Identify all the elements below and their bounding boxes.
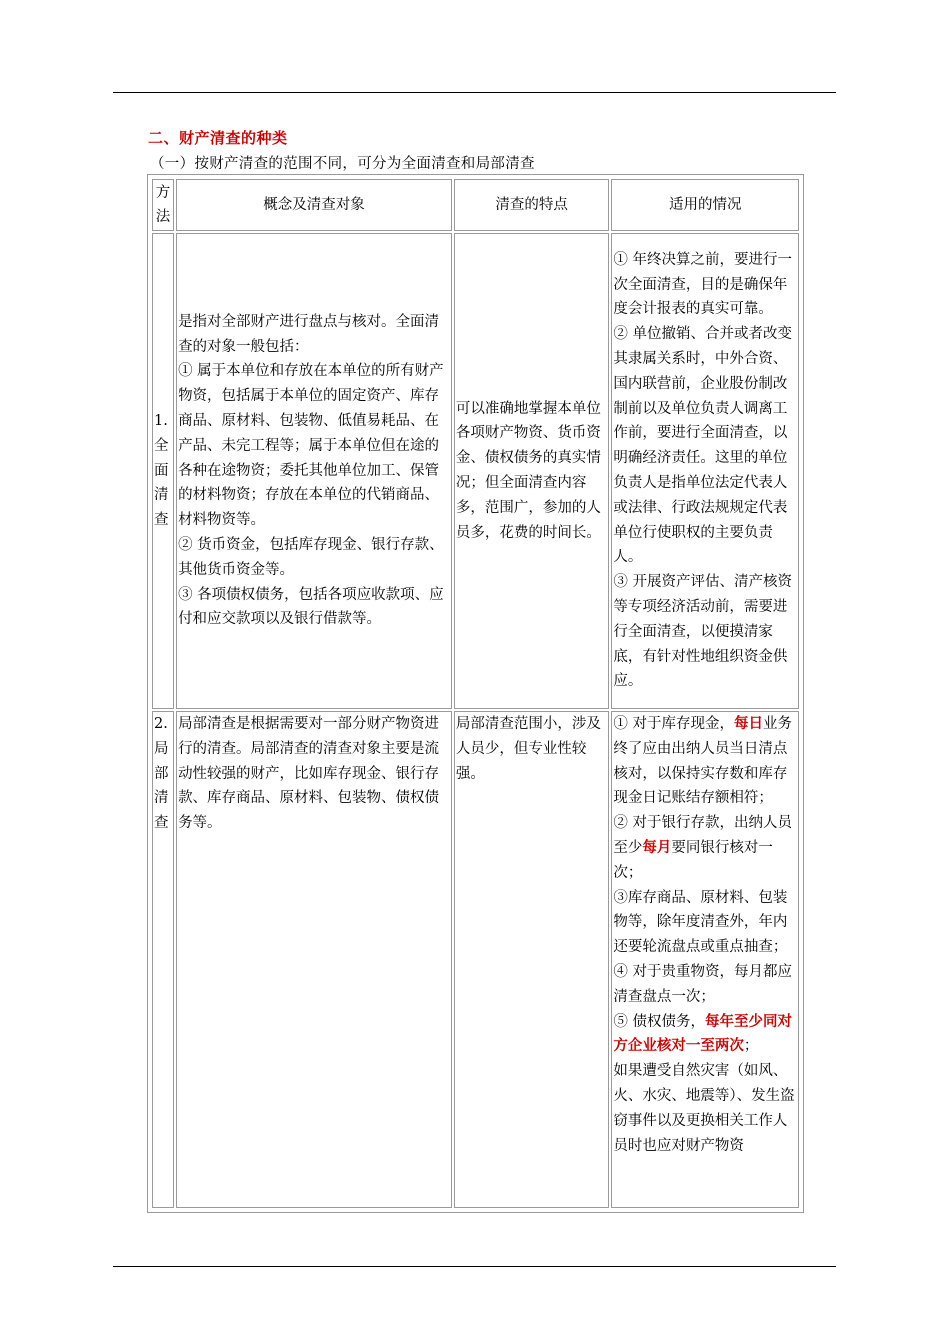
concept-partial-inventory: 局部清查是根据需要对一部分财产物资进行的清查。局部清查的清查对象主要是流动性较强的财产，比如库存现金、银行存款、库存商品、原材料、包装物、债权债务等。: [176, 711, 452, 1208]
header-concept: 概念及清查对象: [176, 179, 452, 231]
emphasis-text: 每年至少同对方企业核对一至两次: [613, 1013, 793, 1055]
inventory-types-table: [147, 174, 804, 1213]
applicable-partial-inventory: [611, 711, 799, 1208]
section-heading: 二、财产清查的种类: [148, 129, 288, 147]
table-row: [152, 711, 799, 1208]
features-partial-inventory: 局部清查范围小，涉及人员少，但专业性较强。: [454, 711, 609, 1208]
table-header-row: [152, 179, 799, 231]
applicable-item: 如果遭受自然灾害（如风、火、水灾、地震等）、发生盗窃事件以及更换相关工作人员时也应对财产物资: [613, 1063, 795, 1154]
applicable-item: ① 对于库存现金，每日业务终了应由出纳人员当日清点核对，以保持实存数和库存现金日记账结存额相符；: [613, 716, 793, 807]
footer-rule: [113, 1266, 836, 1267]
method-full-inventory: 1. 全 面 清 查: [152, 233, 174, 709]
concept-full-inventory: 是指对全部财产进行盘点与核对。全面清查的对象一般包括： ① 属于本单位和存放在本单位的所有财产物资，包括属于本单位的固定资产、库存商品、原材料、包装物、低值易耗品、在产品、未完工程等；属于本单位但在途的各种在途物资；委托其他单位加工、保管的材料物资；存放在本单位的代销商品、材料物资等。 ② 货币资金，包括库存现金、银行存款、其他货币资金等。 ③ 各项债权债务，包括各项应收款项、应付和应交款项以及银行借款等。: [176, 233, 452, 709]
header-applicable: 适用的情况: [611, 179, 799, 231]
applicable-item: ④ 对于贵重物资，每月都应清查盘点一次；: [613, 963, 793, 1005]
header-method: 方 法: [152, 179, 174, 231]
features-full-inventory: 可以准确地掌握本单位各项财产物资、货币资金、债权债务的真实情况；但全面清查内容多，范围广，参加的人员多，花费的时间长。: [454, 233, 609, 709]
applicable-full-inventory: ① 年终决算之前，要进行一次全面清查，目的是确保年度会计报表的真实可靠。 ② 单位撤销、合并或者改变其隶属关系时，中外合资、国内联营前，企业股份制改制前以及单位负责人调离工作前，要进行全面清查，以明确经济责任。这里的单位负责人是指单位法定代表人或法律、行政法规规定代表单位行使职权的主要负责人。 ③ 开展资产评估、清产核资等专项经济活动前，需要进行全面清查，以便摸清家底，有针对性地组织资金供应。: [611, 233, 799, 709]
header-features: 清查的特点: [454, 179, 609, 231]
method-partial-inventory: 2. 局 部 清 查: [152, 711, 174, 1208]
header-rule: [113, 92, 836, 93]
emphasis-text: 每月: [642, 839, 672, 856]
applicable-item: ② 对于银行存款，出纳人员至少每月要同银行核对一次；: [613, 815, 793, 881]
applicable-item: ⑤ 债权债务，每年至少同对方企业核对一至两次；: [613, 1013, 793, 1055]
applicable-item: ③库存商品、原材料、包装物等，除年度清查外，年内还要轮流盘点或重点抽查；: [613, 889, 788, 956]
table-row: [152, 233, 799, 709]
emphasis-text: 每日: [734, 716, 764, 732]
section-subheading: （一）按财产清查的范围不同，可分为全面清查和局部清查: [150, 156, 535, 172]
